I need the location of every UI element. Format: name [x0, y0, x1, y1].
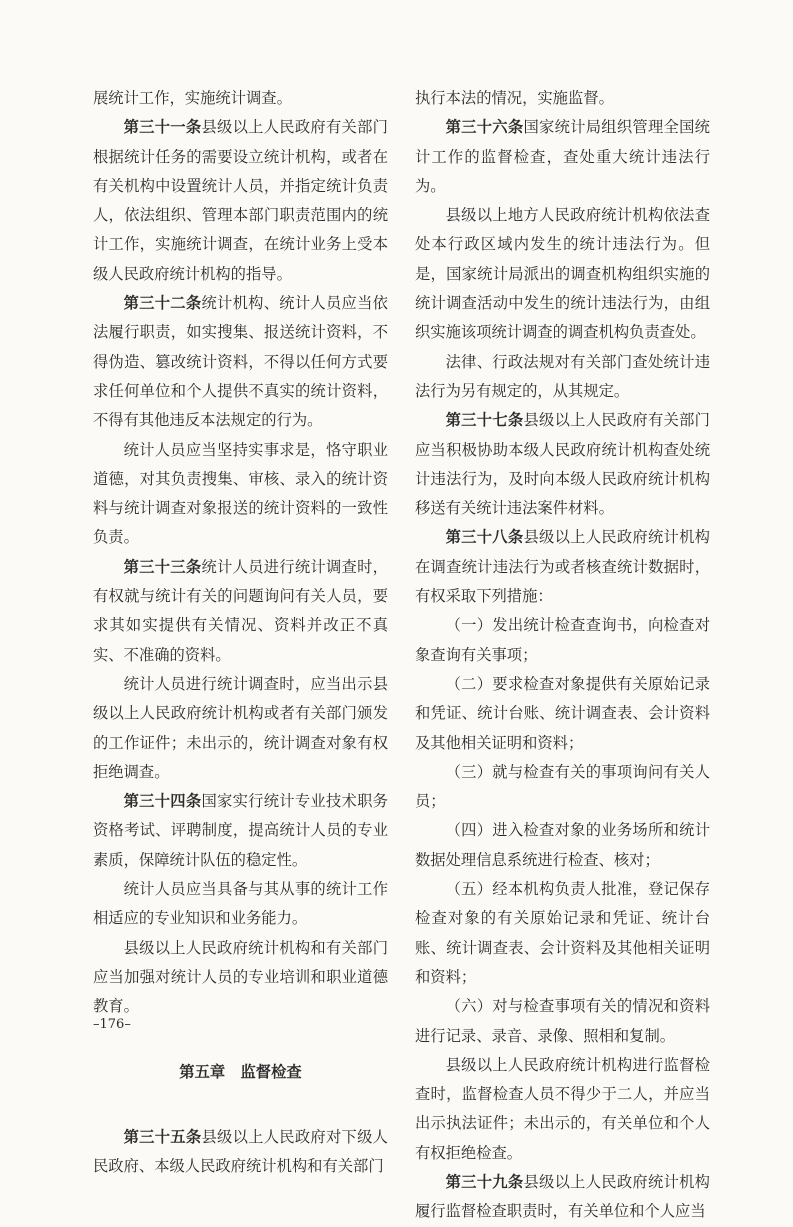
- article-text: 统计机构、统计人员应当依法履行职责，如实搜集、报送统计资料，不得伪造、篡改统计资料，不得以任何方式要求任何单位和个人提供不真实的统计资料，不得有其他违反本法规定的行为。: [93, 294, 388, 430]
- paragraph: 统计人员应当具备与其从事的统计工作相适应的专业知识和业务能力。: [93, 880, 388, 928]
- article-text: 县级以上人民政府统计机构履行监督检查职责时，有关单位和个人应当: [415, 1172, 710, 1221]
- list-item: （五）经本机构负责人批准，登记保存检查对象的有关原始记录和凭证、统计台账、统计调查表、会计资料及其他相关证明和资料；: [415, 880, 710, 986]
- article-label: 第三十九条: [445, 1172, 524, 1191]
- paragraph: 展统计工作，实施统计调查。: [93, 89, 292, 107]
- list-item: （六）对与检查事项有关的情况和资料进行记录、录音、录像、照相和复制。: [415, 997, 710, 1045]
- article-label: 第三十一条: [123, 118, 202, 137]
- article-38: [415, 523, 710, 611]
- article-text: 县级以上人民政府有关部门根据统计任务的需要设立统计机构，或者在有关机构中设置统计人员，并指定统计负责人，依法组织、管理本部门职责范围内的统计工作，实施统计调查，在统计业务上受本级人民政府统计机构的指导。: [93, 118, 388, 283]
- list-item: （二）要求检查对象提供有关原始记录和凭证、统计台账、统计调查表、会计资料及其他相关证明和资料；: [415, 674, 710, 752]
- article-label: 第三十三条: [123, 557, 202, 576]
- article-31: [93, 113, 388, 289]
- article-text: 县级以上人民政府对下级人民政府、本级人民政府统计机构和有关部门: [93, 1127, 388, 1176]
- list-item: （一）发出统计检查查询书，向检查对象查询有关事项；: [415, 616, 710, 664]
- article-text: 县级以上人民政府有关部门应当积极协助本级人民政府统计机构查处统计违法行为，及时向本级人民政府统计机构移送有关统计违法案件材料。: [415, 411, 710, 518]
- article-text: 国家实行统计专业技术职务资格考试、评聘制度，提高统计人员的专业素质，保障统计队伍的稳定性。: [93, 792, 388, 869]
- paragraph: 统计人员进行统计调查时，应当出示县级以上人民政府统计机构或者有关部门颁发的工作证件；未出示的，统计调查对象有权拒绝调查。: [93, 674, 388, 781]
- article-label: 第三十六条: [445, 118, 524, 137]
- paragraph: 执行本法的情况，实施监督。: [415, 89, 614, 107]
- article-36: [415, 113, 710, 201]
- chapter-heading: 第五章 监督检查: [179, 1062, 302, 1081]
- paragraph: 县级以上人民政府统计机构进行监督检查时，监督检查人员不得少于二人，并应当出示执法证件；未出示的，有关单位和个人有权拒绝检查。: [415, 1055, 710, 1162]
- article-label: 第三十八条: [445, 528, 524, 547]
- article-37: [415, 406, 710, 523]
- article-label: 第三十二条: [123, 294, 202, 313]
- list-item: （四）进入检查对象的业务场所和统计数据处理信息系统进行检查、核对；: [415, 821, 710, 869]
- list-item: （三）就与检查有关的事项询问有关人员；: [415, 762, 710, 811]
- article-35: [93, 1123, 388, 1182]
- right-column: [415, 84, 710, 1227]
- article-label: 第三十七条: [445, 411, 524, 430]
- article-text: 县级以上人民政府统计机构在调查统计违法行为或者核查统计数据时，有权采取下列措施：: [415, 528, 710, 606]
- article-text: 统计人员进行统计调查时，有权就与统计有关的问题询问有关人员，要求其如实提供有关情况、资料并改正不真实、不准确的资料。: [93, 557, 388, 664]
- page-number: –176–: [93, 1017, 131, 1032]
- article-39: [415, 1168, 710, 1227]
- paragraph: 县级以上地方人民政府统计机构依法查处本行政区域内发生的统计违法行为。但是，国家统计局派出的调查机构组织实施的统计调查活动中发生的统计违法行为，由组织实施该项统计调查的调查机构负责查处。: [415, 206, 710, 342]
- paragraph: 县级以上人民政府统计机构和有关部门应当加强对统计人员的专业培训和职业道德教育。: [93, 938, 388, 1016]
- article-text: 国家统计局组织管理全国统计工作的监督检查，查处重大统计违法行为。: [415, 118, 710, 195]
- article-33: [93, 553, 388, 670]
- paragraph: 统计人员应当坚持实事求是，恪守职业道德，对其负责搜集、审核、录入的统计资料与统计调查对象报送的统计资料的一致性负责。: [93, 440, 388, 547]
- article-34: [93, 787, 388, 875]
- article-32: [93, 289, 388, 435]
- left-column: [93, 84, 388, 1181]
- article-label: 第三十四条: [123, 792, 202, 811]
- paragraph: 法律、行政法规对有关部门查处统计违法行为另有规定的，从其规定。: [415, 352, 710, 400]
- article-label: 第三十五条: [123, 1127, 202, 1146]
